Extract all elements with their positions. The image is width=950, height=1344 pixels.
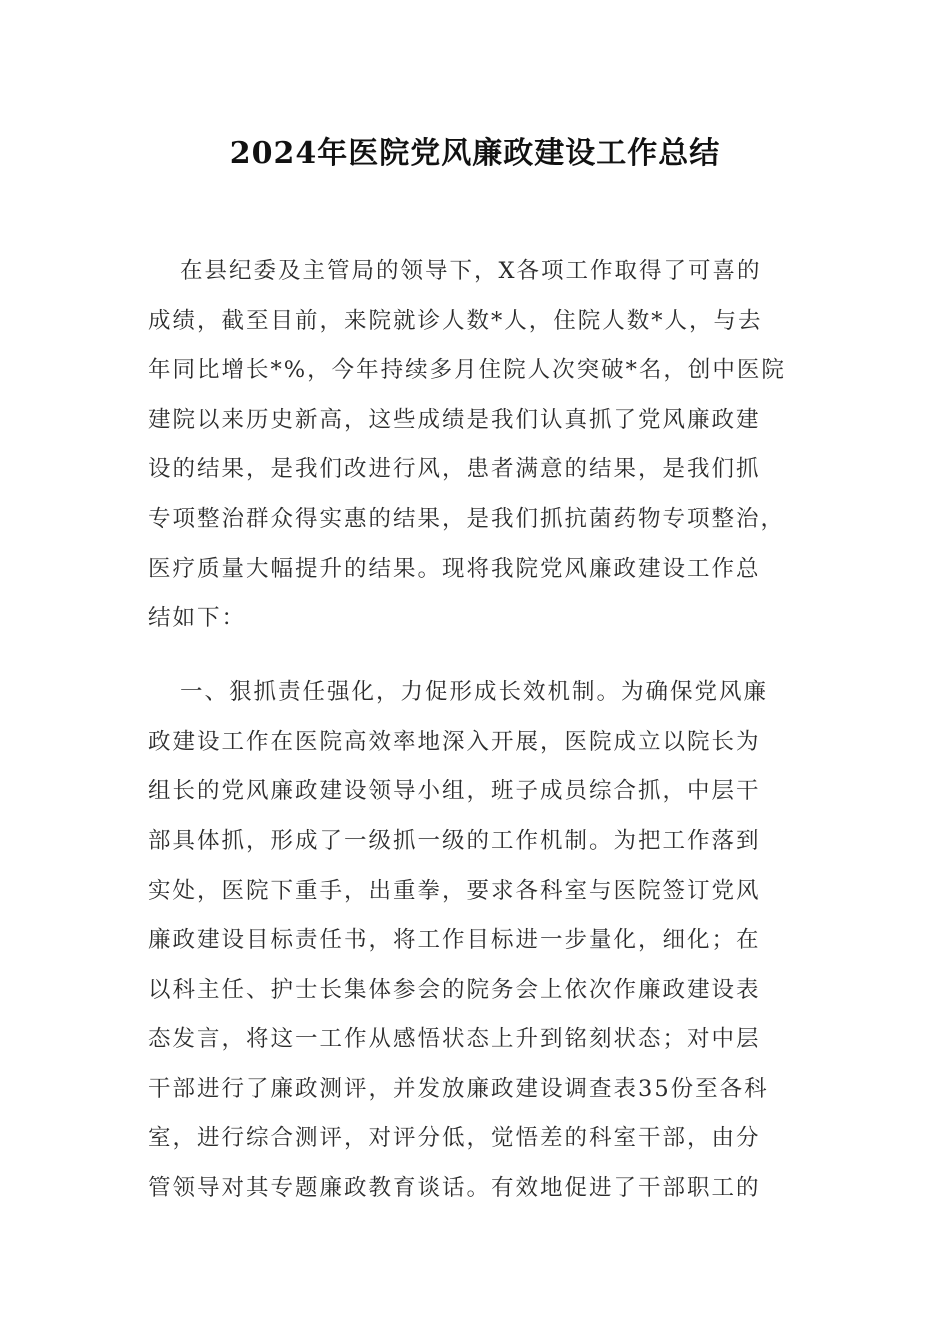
paragraph-1-line-2: 成绩，截至目前，来院就诊人数*人，住院人数*人，与去	[148, 308, 763, 334]
paragraph-2-line-2: 政建设工作在医院高效率地深入开展，医院成立以院长为	[148, 729, 761, 755]
paragraph-2-line-3: 组长的党风廉政建设领导小组，班子成员综合抓，中层干	[148, 778, 761, 804]
paragraph-2-line-4: 部具体抓，形成了一级抓一级的工作机制。为把工作落到	[148, 828, 761, 854]
paragraph-2-line-6: 廉政建设目标责任书，将工作目标进一步量化，细化；在	[148, 927, 761, 953]
paragraph-1-line-6: 专项整治群众得实惠的结果，是我们抓抗菌药物专项整治，	[148, 506, 786, 532]
document-title: 2024年医院党风廉政建设工作总结	[229, 136, 721, 171]
paragraph-1-line-4: 建院以来历史新高，这些成绩是我们认真抓了党风廉政建	[148, 407, 761, 433]
paragraph-2-line-7: 以科主任、护士长集体参会的院务会上依次作廉政建设表	[148, 977, 761, 1003]
paragraph-1-line-7: 医疗质量大幅提升的结果。现将我院党风廉政建设工作总	[148, 556, 761, 582]
paragraph-1-line-5: 设的结果，是我们改进行风，患者满意的结果，是我们抓	[148, 456, 761, 482]
paragraph-2-line-10: 室，进行综合测评，对评分低，觉悟差的科室干部，由分	[148, 1125, 761, 1151]
paragraph-2-line-1: 一、狠抓责任强化，力促形成长效机制。为确保党风廉	[180, 679, 769, 705]
paragraph-1-line-3: 年同比增长*%，今年持续多月住院人次突破*名，创中医院	[148, 357, 786, 383]
paragraph-2-line-8: 态发言，将这一工作从感悟状态上升到铭刻状态；对中层	[148, 1026, 761, 1052]
paragraph-2-line-5: 实处，医院下重手，出重拳，要求各科室与医院签订党风	[148, 878, 761, 904]
paragraph-1-line-8: 结如下：	[148, 605, 247, 631]
paragraph-2-line-9: 干部进行了廉政测评，并发放廉政建设调查表35份至各科	[148, 1076, 769, 1102]
paragraph-2-line-11: 管领导对其专题廉政教育谈话。有效地促进了干部职工的	[148, 1175, 761, 1201]
paragraph-1-line-1: 在县纪委及主管局的领导下，X各项工作取得了可喜的	[180, 258, 762, 284]
